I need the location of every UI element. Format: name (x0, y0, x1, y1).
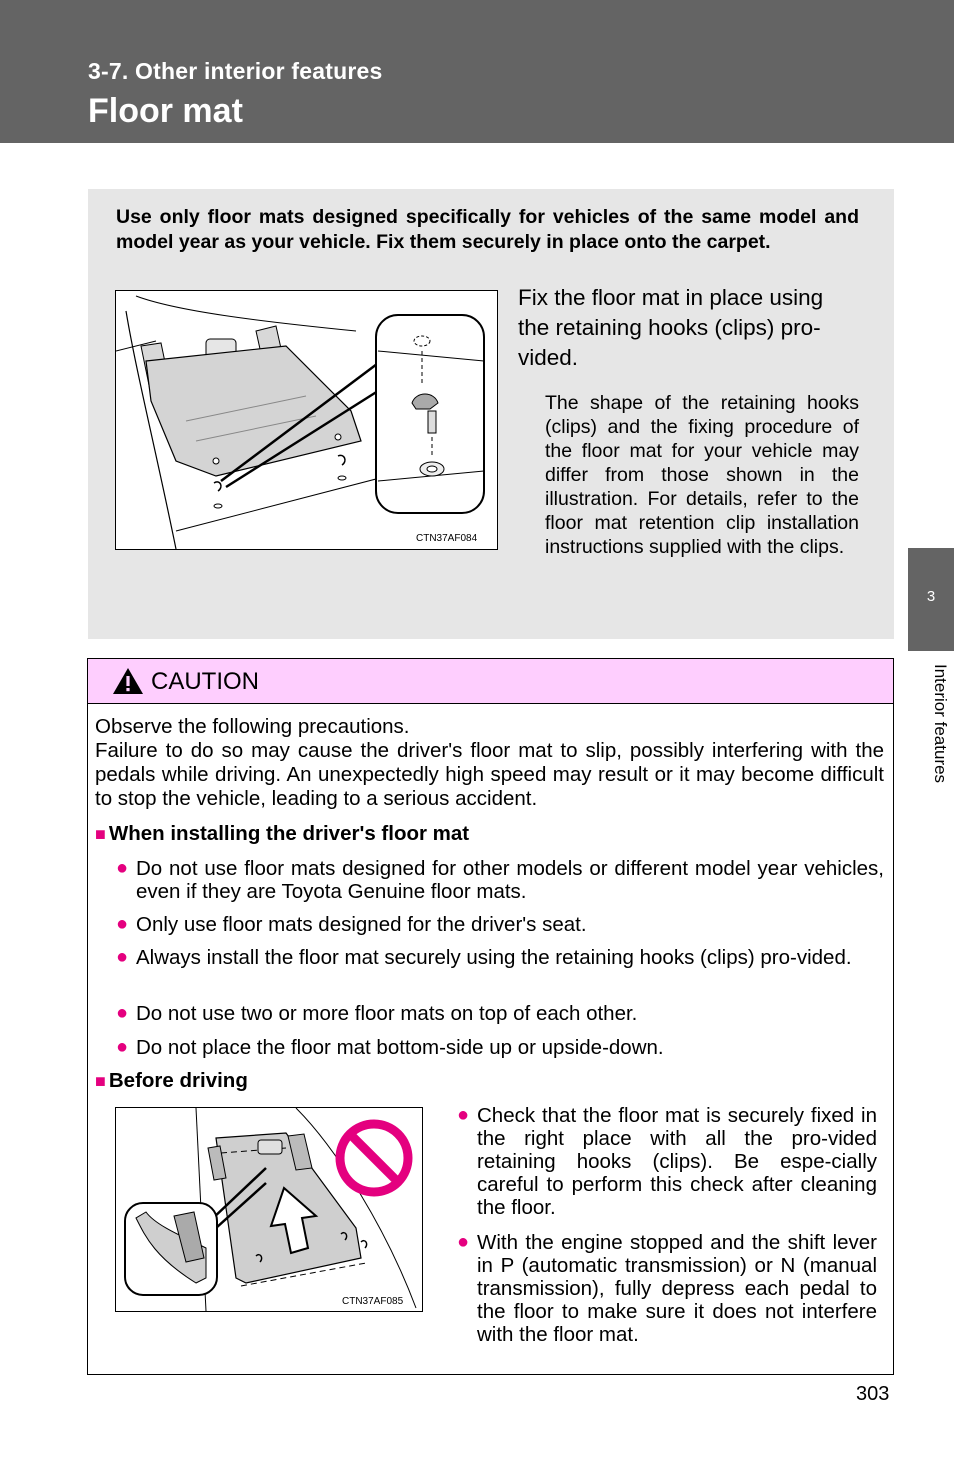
circle-bullet-icon: ● (116, 913, 129, 935)
pedal-illustration (116, 1108, 422, 1311)
page-header (0, 0, 954, 143)
list-item: ● Check that the floor mat is securely fixed in the right place with all the pro-vided retaining hooks (clips). Be espe-cially careful to perform this check after cleaning the floor. (457, 1104, 877, 1219)
caution-box (87, 658, 894, 1375)
circle-bullet-icon: ● (116, 1036, 129, 1058)
square-bullet-icon: ■ (95, 1071, 106, 1091)
list-item: ● With the engine stopped and the shift lever in P (automatic transmission) or N (manual transmission), fully depress each pedal to the floor to make sure it does not interfere with the floor mat. (457, 1231, 877, 1346)
chapter-tab[interactable] (908, 548, 954, 651)
chapter-label: Interior features (931, 664, 950, 784)
installing-heading (95, 822, 469, 846)
info-box (88, 189, 894, 639)
chapter-number: 3 (926, 588, 936, 605)
shape-note: The shape of the retaining hooks (clips) and the fixing procedure of the floor mat for your vehicle may differ from those shown in the illustration. For details, refer to the floor mat retention clip installation instructions supplied with the clips. (545, 392, 859, 558)
circle-bullet-icon: ● (457, 1104, 470, 1126)
caution-intro-text: Observe the following precautions. Failure to do so may cause the driver's floor mat to slip, possibly interfering with the pedals while driving. An unexpectedly high speed may result or it may become difficult to stop the vehicle, leading to a serious accident. (95, 715, 884, 810)
pedal-check-illustration (115, 1107, 423, 1312)
list-item: ● Do not use floor mats designed for other models or different model year vehicles, even if they are Toyota Genuine floor mats. (116, 857, 884, 903)
fix-instruction: Fix the floor mat in place using the retaining hooks (clips) pro-vided. (518, 285, 824, 370)
circle-bullet-icon: ● (457, 1231, 470, 1253)
driving-heading (95, 1069, 248, 1093)
caution-title: CAUTION (151, 668, 259, 695)
list-item: ● Do not place the floor mat bottom-side up or upside-down. (116, 1036, 664, 1059)
circle-bullet-icon: ● (116, 857, 129, 879)
square-bullet-icon: ■ (95, 824, 106, 844)
warning-triangle-icon (112, 667, 144, 695)
page-number: 303 (856, 1383, 890, 1405)
circle-bullet-icon: ● (116, 946, 129, 968)
caution-intro (95, 715, 884, 811)
figure-code: CTN37AF085 (342, 1296, 404, 1307)
page-title: Floor mat (88, 92, 243, 130)
list-item: ● Only use floor mats designed for the driver's seat. (116, 913, 587, 936)
list-item: ● Always install the floor mat securely using the retaining hooks (clips) pro-vided. (116, 946, 852, 969)
driving-heading-text: Before driving (108, 1069, 248, 1092)
list-item: ● Do not use two or more floor mats on top of each other. (116, 1002, 638, 1025)
info-warning: Use only floor mats designed specifically for vehicles of the same model and model year as your vehicle. Fix them securely in place onto the carpet. (116, 206, 859, 253)
caution-header (88, 659, 893, 704)
floor-mat-clip-illustration (115, 290, 498, 550)
installing-heading-text: When installing the driver's floor mat (108, 822, 470, 845)
figure-code: CTN37AF084 (416, 533, 478, 544)
floor-mat-illustration (116, 291, 497, 549)
circle-bullet-icon: ● (116, 1002, 129, 1024)
section-label: 3-7. Other interior features (88, 58, 383, 84)
